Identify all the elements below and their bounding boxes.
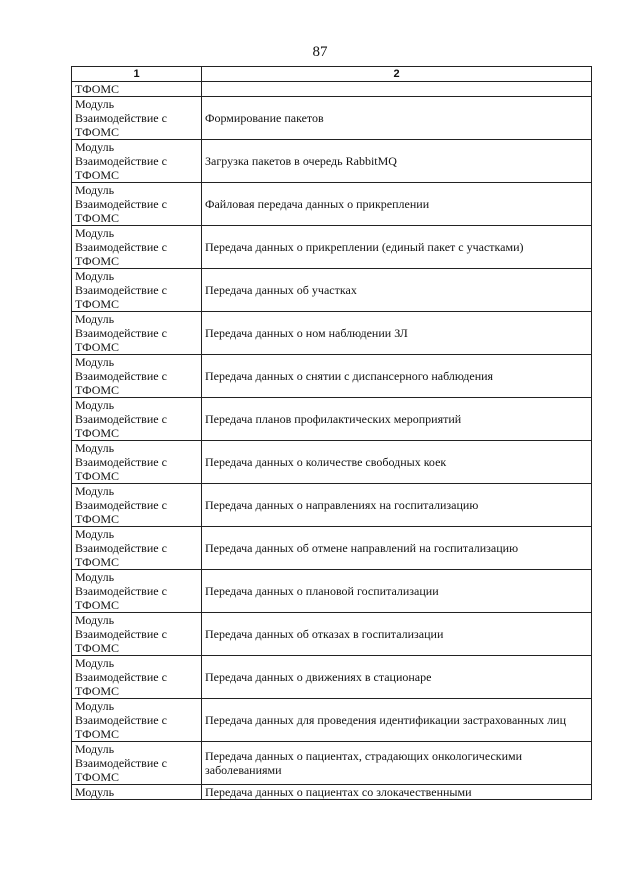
table-row <box>72 226 592 269</box>
module-label-line: ТФОМС <box>75 297 120 311</box>
module-label-line: Взаимодействие с <box>75 541 167 555</box>
module-label-line: ТФОМС <box>75 641 120 655</box>
table-row <box>72 398 592 441</box>
module-label-line: ТФОМС <box>75 727 120 741</box>
module-label-line: Модуль <box>75 613 115 627</box>
table-row <box>72 82 592 97</box>
module-label-line: Модуль <box>75 742 115 756</box>
module-cell <box>72 699 202 742</box>
module-label-line: Взаимодействие с <box>75 627 167 641</box>
module-label-line: Модуль <box>75 269 115 283</box>
description-text: Передача данных о ном наблюдении ЗЛ <box>205 326 408 340</box>
module-cell <box>72 312 202 355</box>
module-label-line: ТФОМС <box>75 340 120 354</box>
description-text: Передача данных об отказах в госпитализации <box>205 627 444 641</box>
module-label-line: Взаимодействие с <box>75 584 167 598</box>
description-text: Формирование пакетов <box>205 111 324 125</box>
module-cell <box>72 398 202 441</box>
module-cell: ТФОМС <box>72 82 202 97</box>
table-row <box>72 355 592 398</box>
module-label-line: Модуль <box>75 140 115 154</box>
description-cell <box>202 97 592 140</box>
description-cell <box>202 656 592 699</box>
description-text: Передача данных об отмене направлений на госпитализацию <box>205 541 519 555</box>
module-cell <box>72 484 202 527</box>
description-text: Передача планов профилактических мероприятий <box>205 412 462 426</box>
description-text: Передача данных о плановой госпитализации <box>205 584 439 598</box>
table-body <box>72 82 592 800</box>
table-row <box>72 140 592 183</box>
module-label-line: ТФОМС <box>75 383 120 397</box>
module-cell <box>72 140 202 183</box>
description-cell <box>202 441 592 484</box>
header-col-1: 1 <box>72 67 202 82</box>
description-text: Передача данных о количестве свободных коек <box>205 455 447 469</box>
table-row <box>72 269 592 312</box>
page-number: 87 <box>312 44 328 60</box>
module-table <box>71 66 592 800</box>
module-label-line: Модуль <box>75 484 115 498</box>
description-cell <box>202 527 592 570</box>
table-row <box>72 183 592 226</box>
module-label-line: Модуль <box>75 183 115 197</box>
module-cell <box>72 656 202 699</box>
module-label-line: ТФОМС <box>75 469 120 483</box>
module-cell <box>72 97 202 140</box>
module-label-line: Модуль <box>75 398 115 412</box>
table-row <box>72 484 592 527</box>
module-label-line: Взаимодействие с <box>75 283 167 297</box>
module-label-line: Взаимодействие с <box>75 326 167 340</box>
module-label-line: Взаимодействие с <box>75 670 167 684</box>
module-label-line: Модуль <box>75 97 115 111</box>
description-cell <box>202 269 592 312</box>
module-cell <box>72 742 202 785</box>
description-cell <box>202 355 592 398</box>
module-label-line: Взаимодействие с <box>75 455 167 469</box>
description-cell <box>202 699 592 742</box>
table-row <box>72 742 592 785</box>
description-cell <box>202 312 592 355</box>
description-cell <box>202 140 592 183</box>
module-label-line: Модуль <box>75 441 115 455</box>
table-row <box>72 441 592 484</box>
module-label-line: ТФОМС <box>75 512 120 526</box>
module-cell <box>72 226 202 269</box>
description-cell <box>202 183 592 226</box>
module-label-line: ТФОМС <box>75 426 120 440</box>
table-row <box>72 527 592 570</box>
module-label-line: ТФОМС <box>75 254 120 268</box>
description-cell <box>202 613 592 656</box>
table-row <box>72 656 592 699</box>
module-label-line: Взаимодействие с <box>75 197 167 211</box>
description-text: Передача данных о снятии с диспансерного наблюдения <box>205 369 494 383</box>
module-label-line: Модуль <box>75 355 115 369</box>
module-cell <box>72 441 202 484</box>
module-label-line: Модуль <box>75 527 115 541</box>
table-row <box>72 97 592 140</box>
description-text: Передача данных для проведения идентификации застрахованных лиц <box>205 713 567 727</box>
module-label-line: Модуль <box>75 656 115 670</box>
module-label-line: Модуль <box>75 699 115 713</box>
description-cell <box>202 226 592 269</box>
description-cell <box>202 570 592 613</box>
module-label-line: Взаимодействие с <box>75 111 167 125</box>
module-cell <box>72 355 202 398</box>
module-cell <box>72 183 202 226</box>
table-row <box>72 312 592 355</box>
description-cell <box>202 82 592 97</box>
description-text: Передача данных об участках <box>205 283 357 297</box>
module-label-line: Взаимодействие с <box>75 412 167 426</box>
module-cell <box>72 570 202 613</box>
module-label-line: Взаимодействие с <box>75 498 167 512</box>
module-label-line: Взаимодействие с <box>75 240 167 254</box>
module-label-line: ТФОМС <box>75 125 120 139</box>
module-label-line: ТФОМС <box>75 168 120 182</box>
module-label-line: ТФОМС <box>75 555 120 569</box>
module-label-line: Модуль <box>75 570 115 584</box>
table-row <box>72 785 592 800</box>
header-col-2: 2 <box>202 67 592 82</box>
table-header-row <box>72 67 592 82</box>
description-cell <box>202 742 592 785</box>
table-row <box>72 699 592 742</box>
module-cell <box>72 269 202 312</box>
module-label-line: Взаимодействие с <box>75 756 167 770</box>
description-cell: Передача данных о пациентах со злокачественными <box>202 785 592 800</box>
table-row <box>72 570 592 613</box>
description-text: Передача данных о пациентах, страдающих онкологическими заболеваниями <box>205 749 523 777</box>
module-label-line: ТФОМС <box>75 684 120 698</box>
module-label-line: Модуль <box>75 226 115 240</box>
module-label-line: Модуль <box>75 312 115 326</box>
description-text: Передача данных о прикреплении (единый пакет с участками) <box>205 240 524 254</box>
description-cell <box>202 398 592 441</box>
module-label-line: ТФОМС <box>75 598 120 612</box>
description-text: Загрузка пакетов в очередь RabbitMQ <box>205 154 397 168</box>
description-cell <box>202 484 592 527</box>
module-label-line: ТФОМС <box>75 211 120 225</box>
module-label-line: Взаимодействие с <box>75 713 167 727</box>
module-cell <box>72 613 202 656</box>
description-text: Передача данных о направлениях на госпитализацию <box>205 498 479 512</box>
module-cell: Модуль <box>72 785 202 800</box>
module-label-line: Взаимодействие с <box>75 369 167 383</box>
description-text: Передача данных о движениях в стационаре <box>205 670 432 684</box>
module-label-line: Взаимодействие с <box>75 154 167 168</box>
description-text: Файловая передача данных о прикреплении <box>205 197 430 211</box>
module-label-line: ТФОМС <box>75 770 120 784</box>
module-cell <box>72 527 202 570</box>
table-row <box>72 613 592 656</box>
